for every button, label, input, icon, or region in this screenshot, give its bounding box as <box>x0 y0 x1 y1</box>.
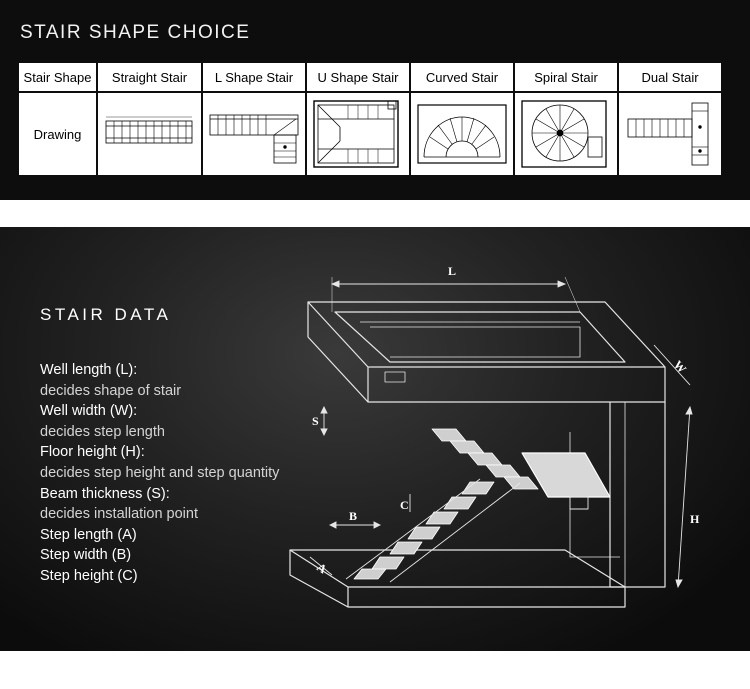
spiral-stair-drawing <box>518 97 614 171</box>
label-S: S <box>312 414 319 428</box>
panel-gap <box>0 200 750 227</box>
list-item-name: Step length (A) <box>40 526 137 543</box>
drawing-cell-l-shape <box>202 92 306 176</box>
header-cell-l-shape: L Shape Stair <box>202 62 306 92</box>
header-cell-u-shape: U Shape Stair <box>306 62 410 92</box>
label-C: C <box>400 498 409 512</box>
header-cell-spiral: Spiral Stair <box>514 62 618 92</box>
list-item-desc: decides shape of stair <box>40 382 182 399</box>
straight-stair-drawing <box>102 99 198 169</box>
drawing-cell-dual <box>618 92 722 176</box>
label-W: W <box>670 357 690 376</box>
list-item-name: Well width (W): <box>40 403 138 420</box>
dual-stair-drawing <box>622 97 718 171</box>
label-L: L <box>448 264 457 278</box>
stair-isometric-diagram <box>280 257 720 617</box>
list-item-name: Floor height (H): <box>40 444 145 461</box>
list-item-desc: decides step length <box>40 423 165 440</box>
stair-shape-table <box>17 61 723 177</box>
label-A: A <box>314 559 330 577</box>
label-B: B <box>349 509 358 523</box>
header-cell-straight: Straight Stair <box>97 62 202 92</box>
list-item-name: Step height (C) <box>40 567 138 584</box>
table-header-row <box>18 62 722 92</box>
stair-data-list <box>40 360 279 587</box>
drawing-cell-straight <box>97 92 202 176</box>
label-H: H <box>690 512 700 526</box>
u-shape-stair-drawing <box>310 97 406 171</box>
l-shape-stair-drawing <box>206 99 302 169</box>
section-title: STAIR SHAPE CHOICE <box>20 22 251 43</box>
drawing-cell-u-shape <box>306 92 410 176</box>
list-item-name: Beam thickness (S): <box>40 485 170 502</box>
drawing-cell-spiral <box>514 92 618 176</box>
stair-data-panel <box>0 227 750 651</box>
list-item-name: Well length (L): <box>40 362 138 378</box>
drawing-cell-curved <box>410 92 514 176</box>
header-cell-curved: Curved Stair <box>410 62 514 92</box>
stair-shape-choice-panel <box>0 0 750 200</box>
bottom-margin <box>0 651 750 689</box>
header-cell-dual: Dual Stair <box>618 62 722 92</box>
curved-stair-drawing <box>414 99 510 169</box>
list-item-desc: decides installation point <box>40 506 198 523</box>
section-title: STAIR DATA <box>40 305 172 324</box>
list-item-desc: decides step height and step quantity <box>40 464 280 481</box>
row-label-drawing: Drawing <box>18 92 97 176</box>
header-cell-stair-shape: Stair Shape <box>18 62 97 92</box>
list-item-name: Step width (B) <box>40 547 132 564</box>
table-drawing-row <box>18 92 722 176</box>
